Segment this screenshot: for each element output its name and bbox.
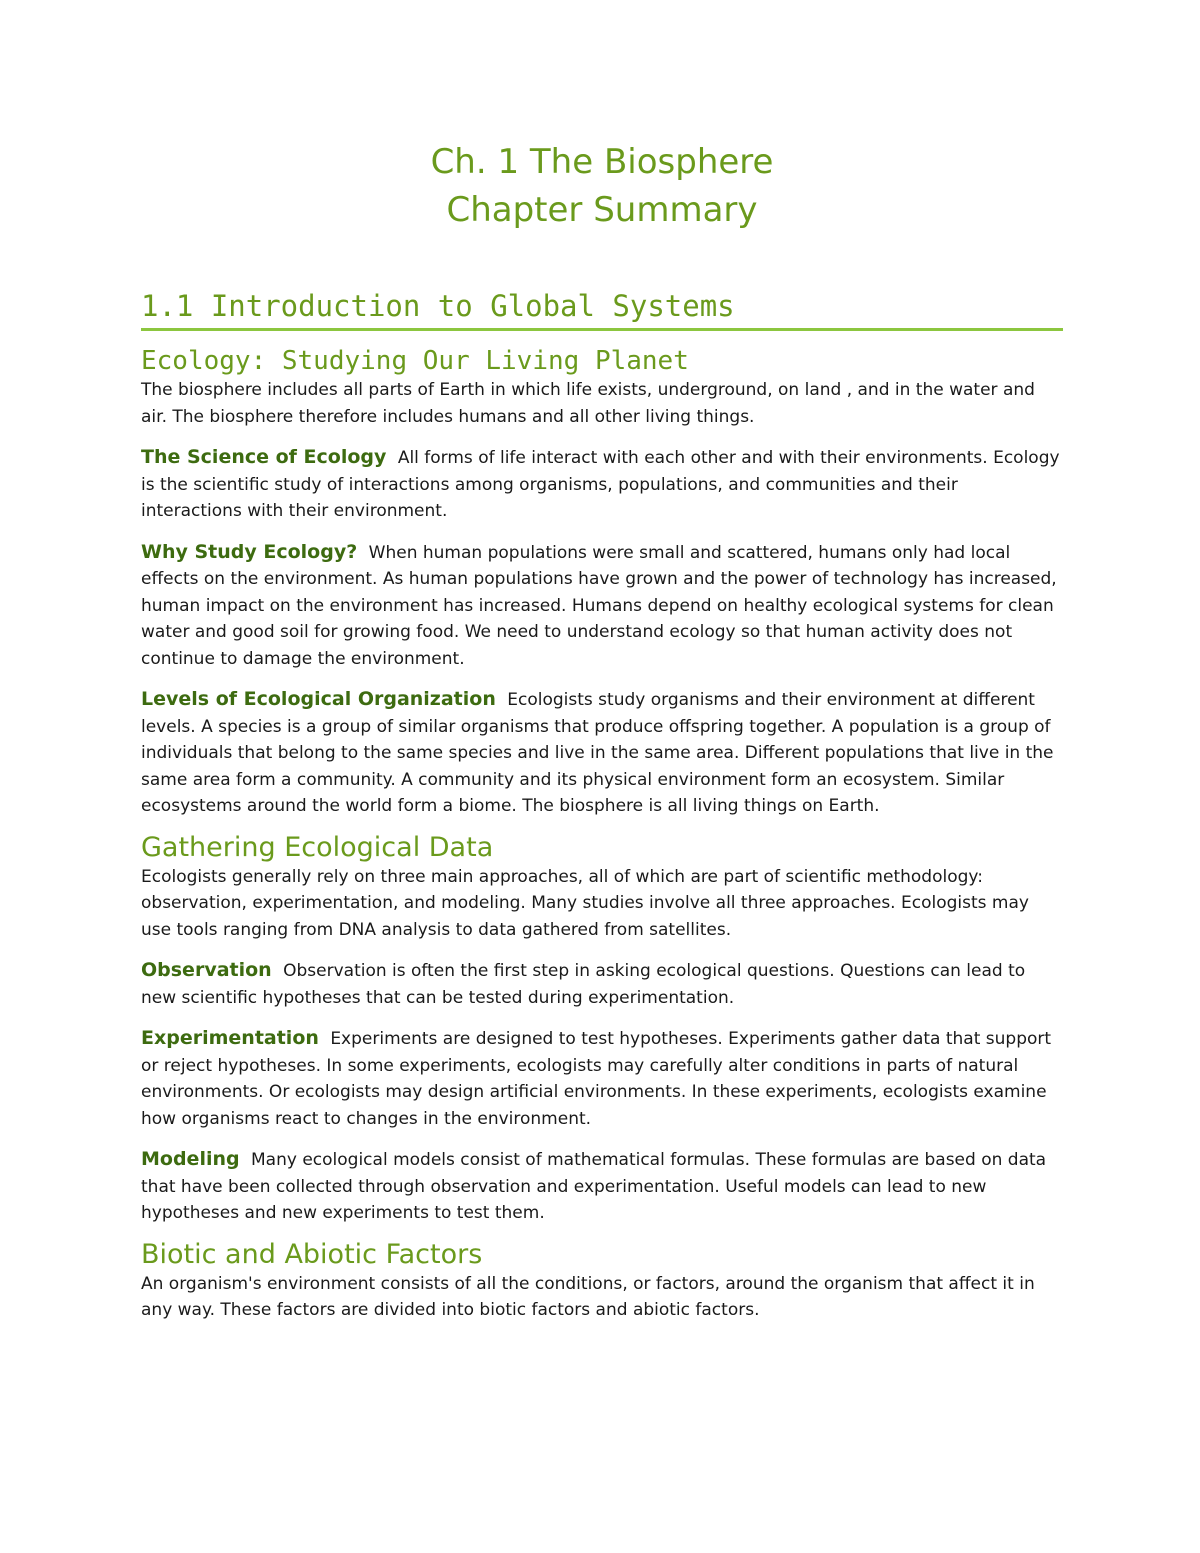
gathering-intro: Ecologists generally rely on three main approaches, all of which are part of scientific methodology: observation, experimentation, and modeling. Many studies involve all three approaches. Ecologists may use tools ranging from DNA analysis to data gathered from satellites. (141, 866, 1029, 940)
document-page (141, 138, 1063, 1324)
observation-lead: Observation (141, 959, 272, 981)
why-study-ecology-lead: Why Study Ecology? (141, 540, 358, 563)
experimentation-paragraph (141, 1025, 1063, 1132)
experimentation-text: Experiments are designed to test hypotheses. Experiments gather data that support or reject hypotheses. In some experiments, ecologists may carefully alter conditions in parts of natural environments. Or ecologists may design artificial environments. In these experiments, ecologists examine how organisms react to changes in the environment. (141, 1029, 1052, 1129)
modeling-lead: Modeling (141, 1148, 240, 1170)
modeling-text: Many ecological models consist of mathematical formulas. These formulas are based on data that have been collected through observation and experimentation. Useful models can lead to new hypotheses and new experiments to test them. (141, 1150, 1047, 1223)
levels-lead: Levels of Ecological Organization (141, 688, 496, 710)
levels-text: Ecologists study organisms and their environment at different levels. A species is a group of similar organisms that produce offspring together. A population is a group of individuals that belong to the same species and live in the same area. Different populations that live in the same area form a community. A community and its physical environment form an ecosystem. Similar ecosystems around the world form a biome. The biosphere is all living things on Earth. (141, 690, 1054, 816)
modeling-paragraph (141, 1146, 1063, 1227)
why-study-ecology-text: When human populations were small and scattered, humans only had local effects on the environment. As human populations have grown and the power of technology has increased, human impact on the environment has increased. Humans depend on healthy ecological systems for clean water and good soil for growing food. We need to understand ecology so that human activity does not continue to damage the environment. (141, 542, 1057, 669)
ecology-intro: The biosphere includes all parts of Earth in which life exists, underground, on land , and in the water and air. The biosphere therefore includes humans and all other living things. (141, 380, 1035, 427)
science-of-ecology-text: All forms of life interact with each other and with their environments. Ecology is the scientific study of interactions among organisms, populations, and communities and their interactions with their environment. (141, 448, 1060, 521)
science-of-ecology-lead: The Science of Ecology (141, 446, 387, 468)
why-study-ecology-paragraph (141, 539, 1063, 673)
title-line-1: Ch. 1 The Biosphere (430, 142, 774, 182)
experimentation-lead: Experimentation (141, 1027, 319, 1049)
document-title (141, 138, 1063, 234)
observation-text: Observation is often the first step in asking ecological questions. Questions can lead to new scientific hypotheses that can be tested during experimentation. (141, 961, 1026, 1008)
ecology-heading: Ecology: Studying Our Living Planet (141, 346, 689, 376)
biotic-heading: Biotic and Abiotic Factors (141, 1238, 483, 1270)
title-line-2: Chapter Summary (446, 190, 758, 230)
biotic-intro: An organism's environment consists of all the conditions, or factors, around the organism that affect it in any way. These factors are divided into biotic factors and abiotic factors. (141, 1273, 1035, 1320)
section-heading: 1.1 Introduction to Global Systems (141, 288, 1063, 331)
levels-paragraph (141, 686, 1063, 820)
gathering-heading: Gathering Ecological Data (141, 831, 494, 863)
science-of-ecology-paragraph (141, 444, 1063, 525)
observation-paragraph (141, 957, 1063, 1011)
